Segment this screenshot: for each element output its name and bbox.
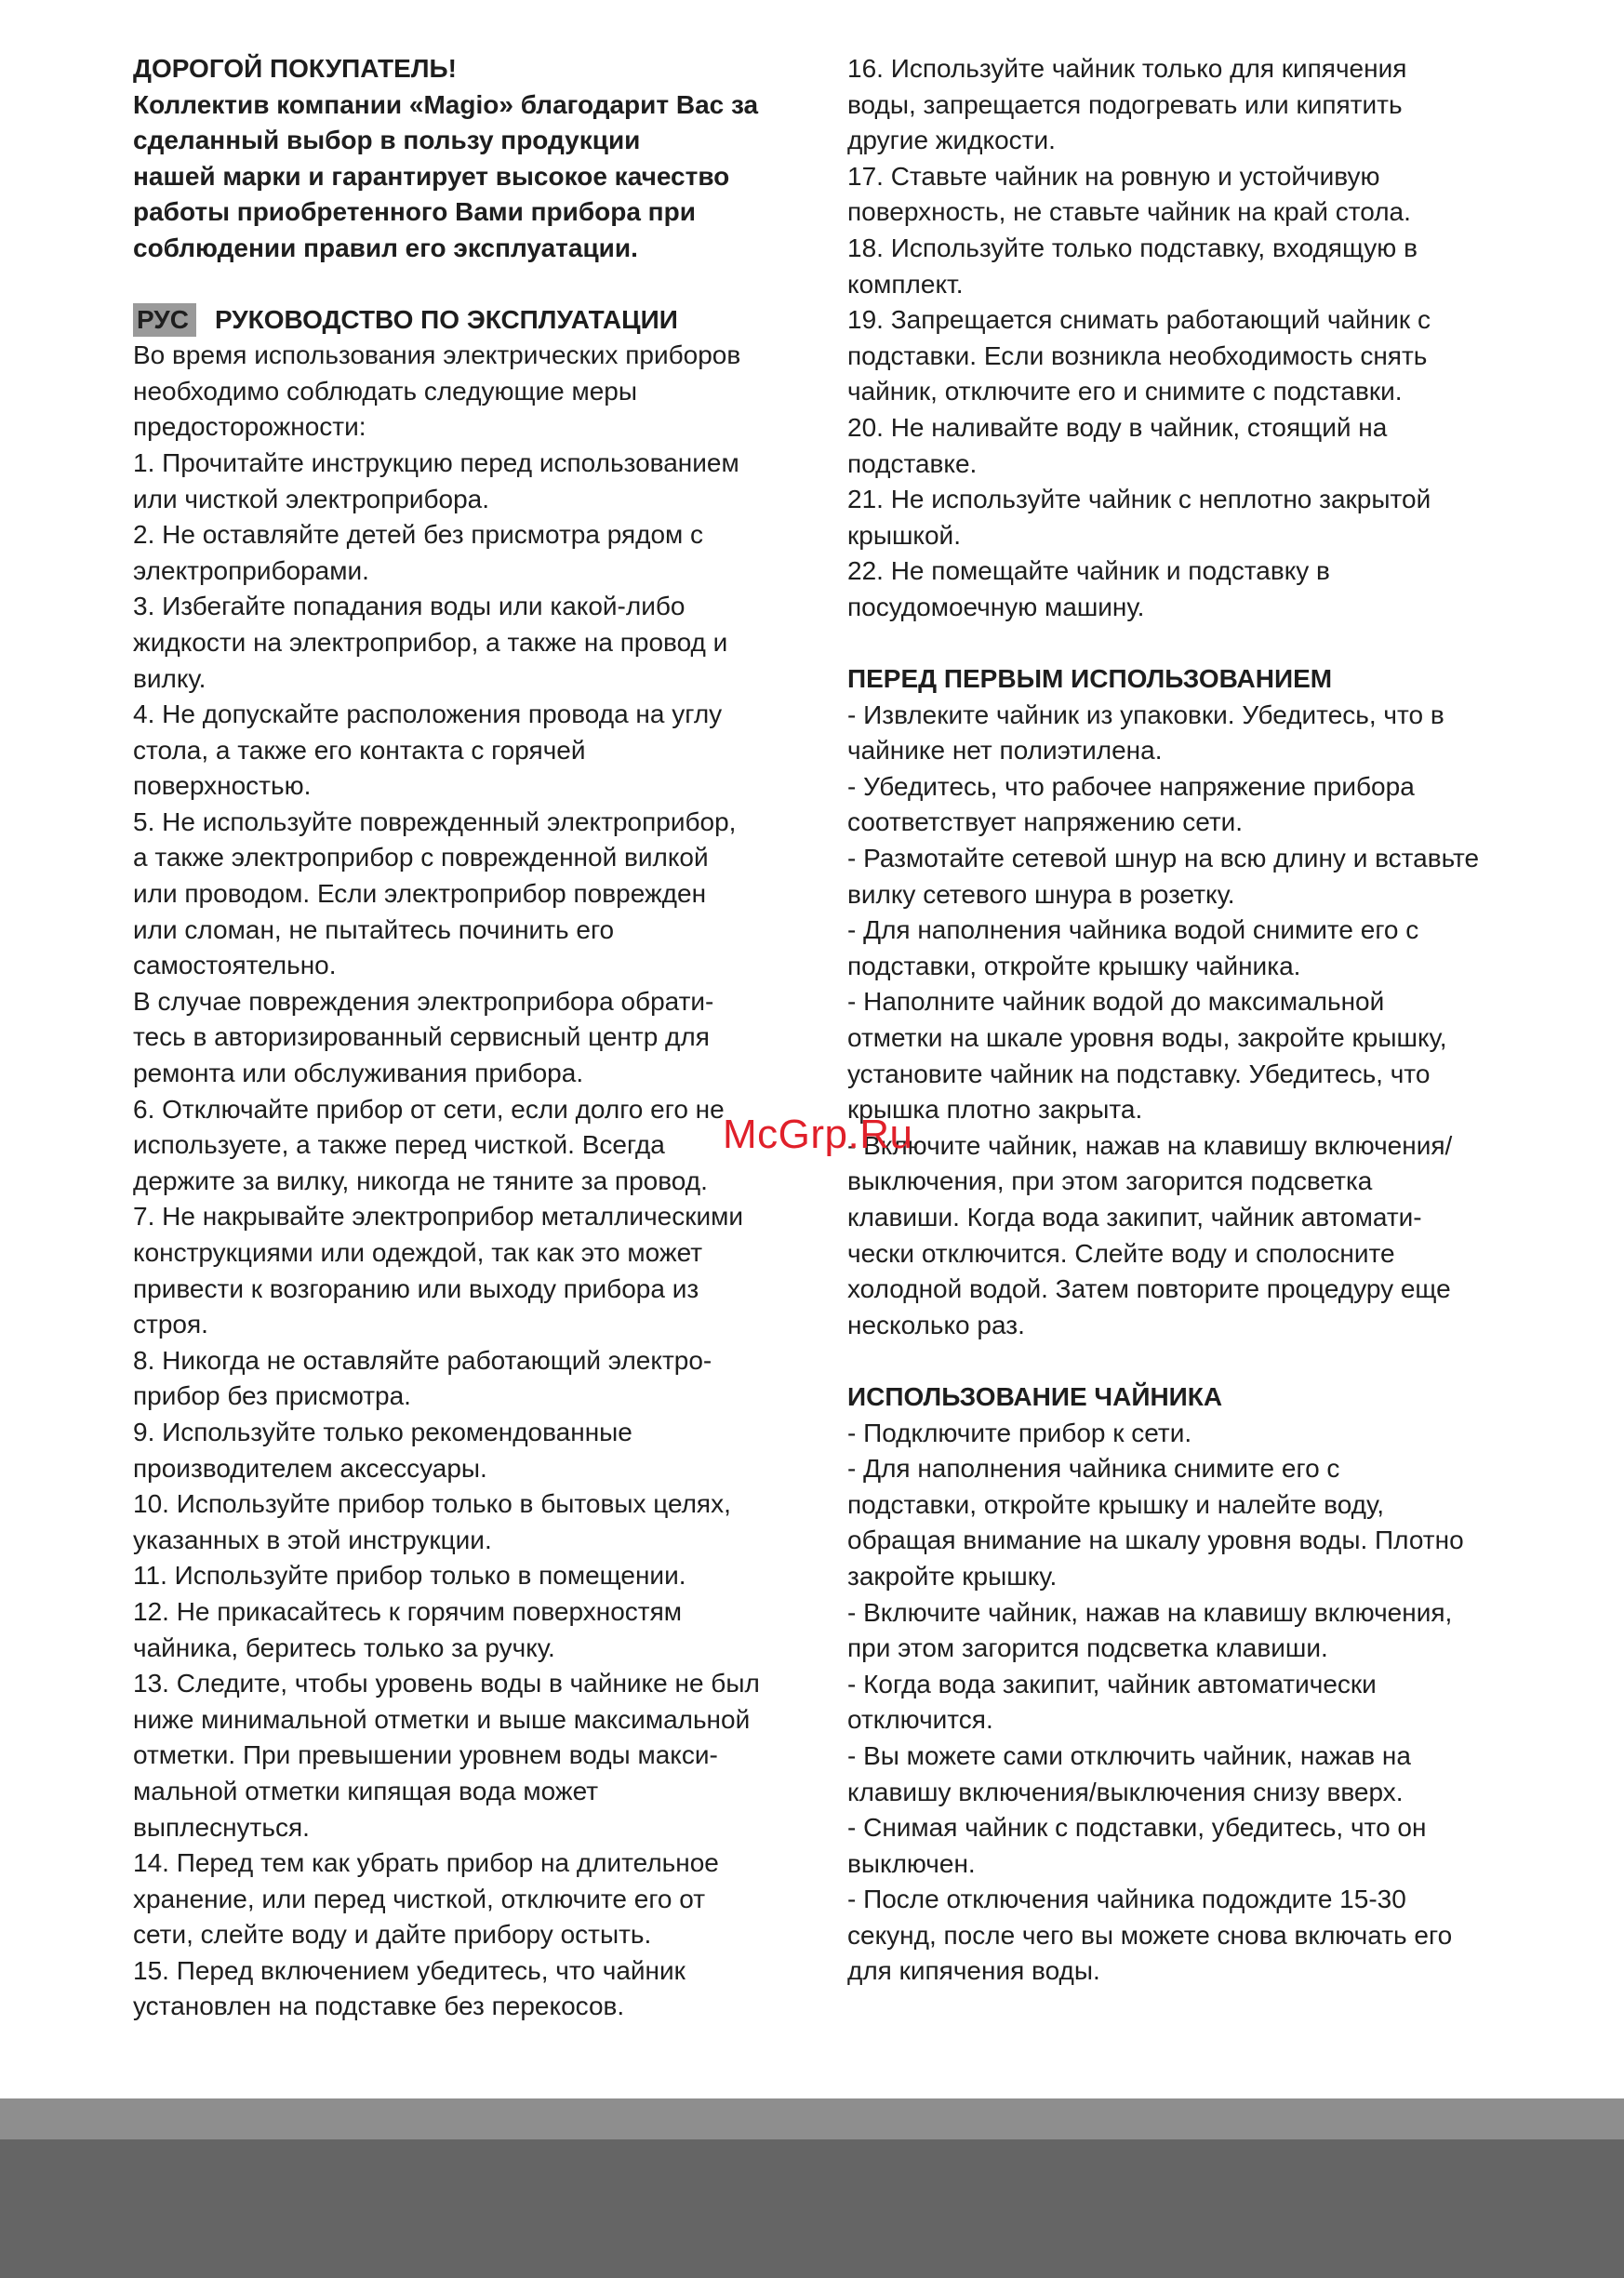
greeting-text: Коллектив компании «Magio» благодарит Вас за сделанный выбор в пользу продукции нашей марки и гарантирует высокое качество работы приобретенного Вами прибора при соблюдении правил его эксплуатации. [133,89,759,262]
list-item: 4. Не допускайте расположения провода на углу стола, а также его контакта с горячей поверхностью. [133,699,723,801]
list-item: 5. Не используйте поврежденный электроприбор, а также электроприбор с поврежденной вилкой или проводом. Если электроприбор поврежден или сломан, не пытайтесь починить его самостоятельно. [133,806,737,980]
list-item: В случае повреждения электроприбора обрати- тесь в авторизированный сервисный центр для ремонта или обслуживания прибора. [133,986,714,1088]
list-item: - Вы можете сами отключить чайник, нажав на клавишу включения/выключения снизу вверх. [847,1740,1411,1806]
list-item: 10. Используйте прибор только в бытовых целях, указанных в этой инструкции. [133,1489,731,1554]
list-item: 13. Следите, чтобы уровень воды в чайнике не был ниже минимальной отметки и выше максимальной отметки. При превышении уровнем воды макси- мальной отметки кипящая вода может выплеснуться. [133,1669,760,1842]
greeting-title: ДОРОГОЙ ПОКУПАТЕЛЬ! [133,54,457,83]
list-item: - Подключите прибор к сети. [847,1418,1192,1447]
before-first-use-heading: ПЕРЕД ПЕРВЫМ ИСПОЛЬЗОВАНИЕМ [847,664,1333,694]
list-item: - Снимая чайник с подставки, убедитесь, что он выключен. [847,1813,1427,1878]
list-item: 2. Не оставляйте детей без присмотра рядом с электроприборами. [133,520,704,585]
list-item: 1. Прочитайте инструкцию перед использованием или чисткой электроприбора. [133,447,739,513]
list-item: - Размотайте сетевой шнур на всю длину и вставьте вилку сетевого шнура в розетку. [847,844,1480,909]
footer-band-light [0,2098,1624,2139]
list-item: - Когда вода закипит, чайник автоматически отключится. [847,1669,1377,1735]
list-item: 9. Используйте только рекомендованные производителем аксессуары. [133,1417,632,1483]
list-item: - Для наполнения чайника снимите его с подставки, откройте крышку и налейте воду, обращая внимание на шкалу уровня воды. Плотно закройте крышку. [847,1454,1464,1591]
list-item: - Включите чайник, нажав на клавишу включения/ выключения, при этом загорится подсветка клавиши. Когда вода закипит, чайник автомати- чески отключится. Слейте воду и сполосните холодной водой. Затем повторите процедуру еще несколько раз. [847,1130,1453,1339]
list-item: 3. Избегайте попадания воды или какой-либо жидкости на электроприбор, а также на провод и вилку. [133,592,728,693]
footer-band-dark [0,2139,1624,2278]
manual-heading [133,302,826,339]
list-item: 17. Ставьте чайник на ровную и устойчивую поверхность, не ставьте чайник на край стола. [847,161,1411,227]
list-item: 21. Не используйте чайник с неплотно закрытой крышкой. [847,485,1431,550]
list-item: - После отключения чайника подождите 15-30 секунд, после чего вы можете снова включать его для кипячения воды. [847,1885,1453,1986]
list-item: 22. Не помещайте чайник и подставку в посудомоечную машину. [847,556,1330,621]
manual-title: РУКОВОДСТВО ПО ЭКСПЛУАТАЦИИ [214,304,678,334]
list-item: - Для наполнения чайника водой снимите его с подставки, откройте крышку чайника. [847,915,1419,980]
list-item: 7. Не накрывайте электроприбор металлическими конструкциями или одеждой, так как это может привести к возгоранию или выходу прибора из строя. [133,1202,744,1339]
list-item: 20. Не наливайте воду в чайник, стоящий на подставке. [847,412,1388,478]
list-item: 11. Используйте прибор только в помещении. [133,1561,686,1591]
list-item: 8. Никогда не оставляйте работающий электро- прибор без присмотра. [133,1345,712,1411]
list-item: 6. Отключайте прибор от сети, если долго его не используете, а также перед чисткой. Всегда держите за вилку, никогда не тяните за провод. [133,1094,725,1195]
using-kettle-heading: ИСПОЛЬЗОВАНИЕ ЧАЙНИКА [847,1381,1223,1411]
language-tag: РУС [133,303,196,337]
left-column [133,51,826,2025]
list-item: - Наполните чайник водой до максимальной отметки на шкале уровня воды, закройте крышку, установите чайник на подставку. Убедитесь, что крышка плотно закрыта. [847,987,1447,1125]
list-item: 14. Перед тем как убрать прибор на длительное хранение, или перед чисткой, отключите его от сети, слейте воду и дайте прибору остыть. [133,1848,719,1950]
list-item: 19. Запрещается снимать работающий чайник с подставки. Если возникла необходимость снять чайник, отключите его и снимите с подставки. [847,305,1431,406]
manual-intro: Во время использования электрических приборов необходимо соблюдать следующие меры предосторожности: [133,340,741,442]
list-item: 15. Перед включением убедитесь, что чайник установлен на подставке без перекосов. [133,1955,686,2021]
list-item: 12. Не прикасайтесь к горячим поверхностям чайника, беритесь только за ручку. [133,1596,683,1662]
list-item: - Включите чайник, нажав на клавишу включения, при этом загорится подсветка клавиши. [847,1597,1453,1663]
list-item: - Убедитесь, что рабочее напряжение прибора соответствует напряжению сети. [847,771,1415,837]
list-item: 18. Используйте только подставку, входящую в комплект. [847,233,1418,299]
watermark: McGrp.Ru [723,1112,913,1157]
list-item: - Извлеките чайник из упаковки. Убедитесь, что в чайнике нет полиэтилена. [847,699,1444,766]
list-item: 16. Используйте чайник только для кипячения воды, запрещается подогревать или кипятить другие жидкости. [847,54,1407,155]
right-column [847,51,1540,1990]
